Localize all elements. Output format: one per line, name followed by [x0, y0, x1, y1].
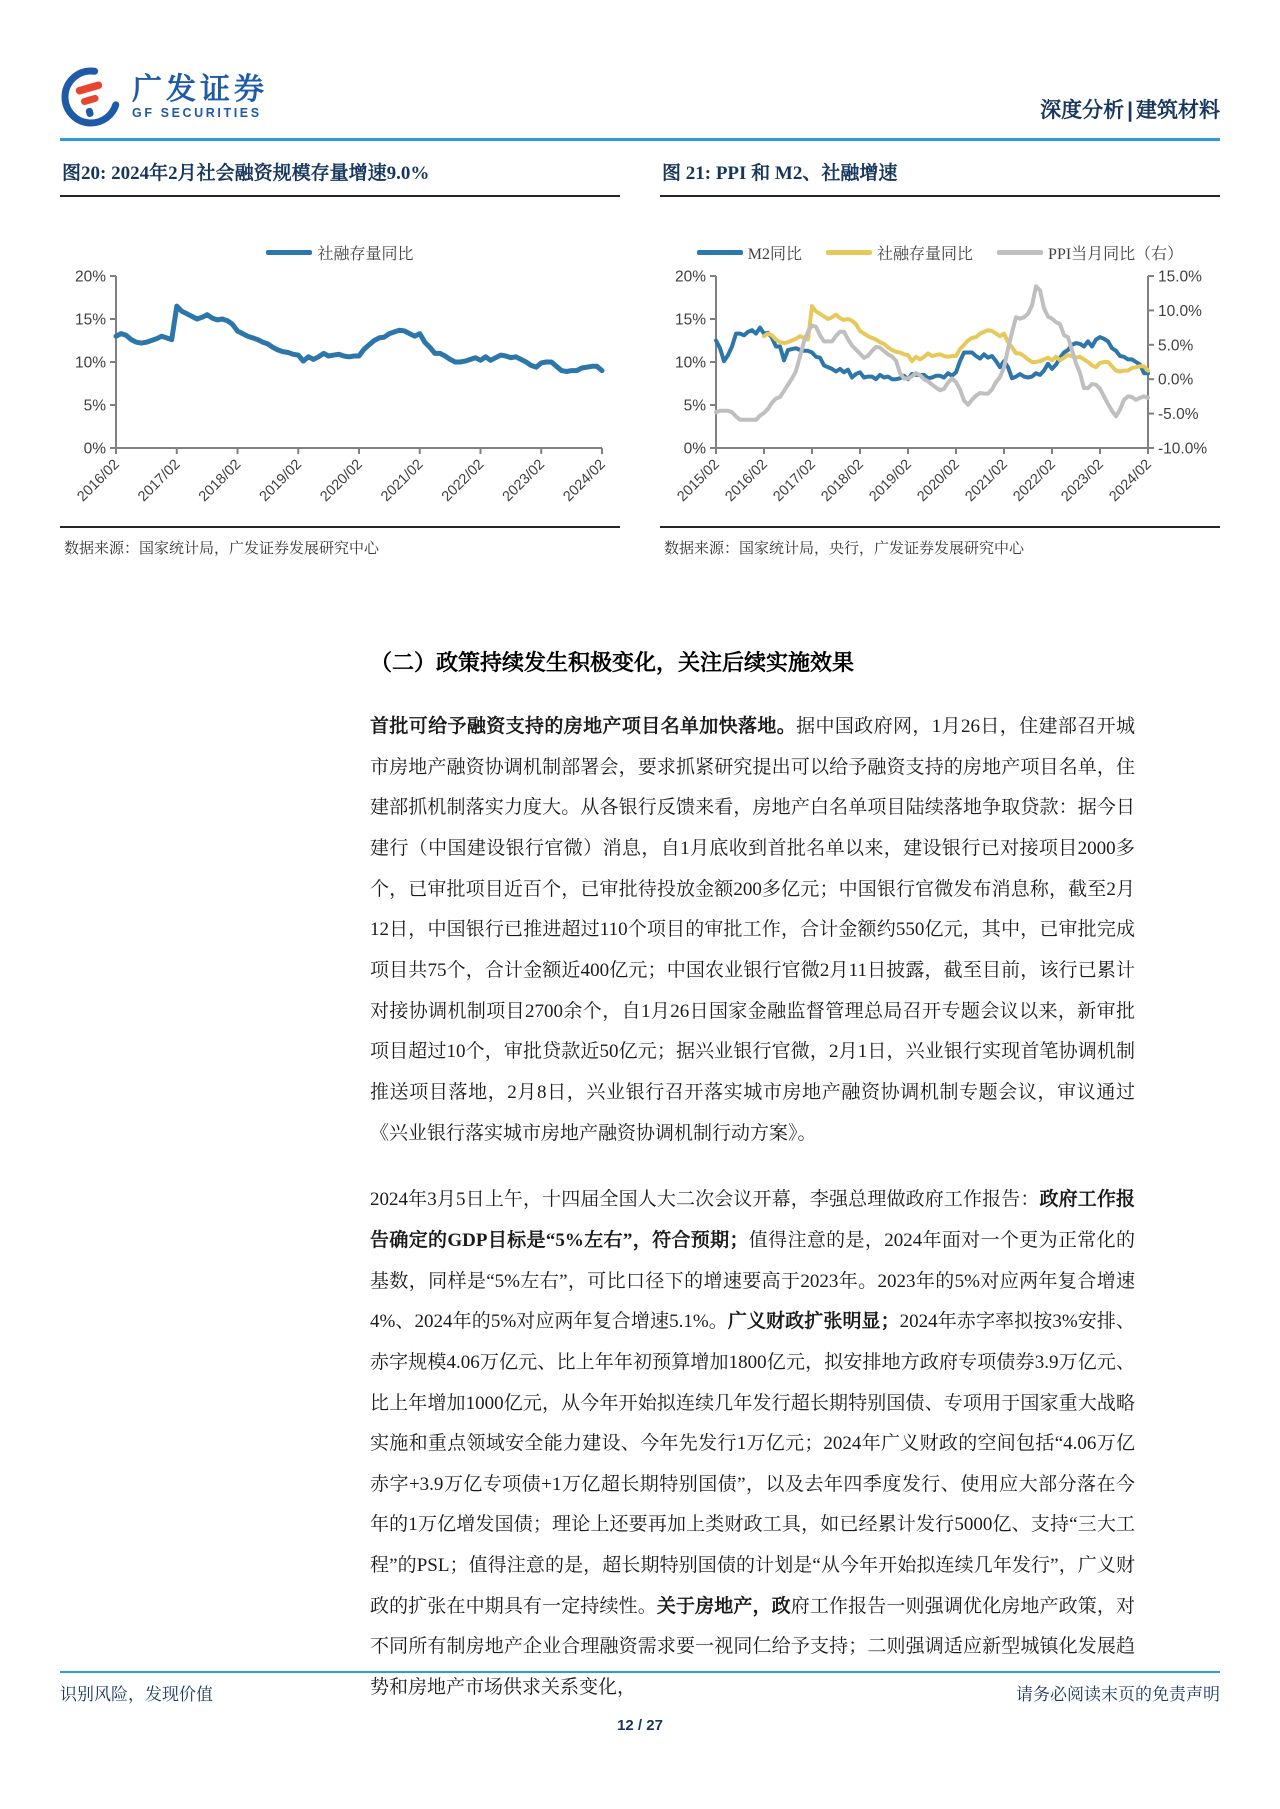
svg-text:10.0%: 10.0%: [1158, 302, 1202, 320]
svg-text:2024/02: 2024/02: [560, 456, 609, 505]
footer-slogan: 识别风险，发现价值: [60, 1685, 213, 1704]
figure-20-chart: [60, 241, 620, 522]
svg-text:2018/02: 2018/02: [818, 456, 867, 505]
header-divider: [60, 138, 1220, 141]
svg-text:0%: 0%: [83, 440, 106, 458]
body-content: [370, 646, 1135, 1709]
figure-20-title: 图20: 2024年2月社会融资规模存量增速9.0%: [60, 155, 620, 197]
legend-item: PPI当月同比（右）: [997, 241, 1183, 264]
legend-item: 社融存量同比: [826, 241, 973, 264]
svg-text:20%: 20%: [674, 270, 706, 286]
industry-label: 建筑材料: [1136, 99, 1220, 122]
svg-text:15%: 15%: [74, 311, 106, 329]
svg-text:2022/02: 2022/02: [438, 456, 488, 505]
legend-line-swatch: [997, 250, 1043, 255]
svg-text:2020/02: 2020/02: [317, 456, 366, 505]
brand-name-cn: 广发证券: [132, 73, 268, 107]
page-number: 12 / 27: [617, 1717, 663, 1734]
report-category: [1040, 94, 1220, 128]
svg-text:0.0%: 0.0%: [1158, 371, 1194, 389]
paragraph-1: 首批可给予融资支持的房地产项目名单加快落地。据中国政府网，1月26日，住建部召开城市房地产融资协调机制部署会，要求抓紧研究提出可以给予融资支持的房地产项目名单，住建部抓机制落实力度大。从各银行反馈来看，房地产白名单项目陆续落地争取贷款：据今日建行（中国建设银行官微）消息，自1月底收到首批名单以来，建设银行已对接项目2000多个，已审批项目近百个，已审批待投放金额200多亿元；中国银行官微发布消息称，截至2月12日，中国银行已推进超过110个项目的审批工作，合计金额约550亿元，其中，已审批完成项目共75个，合计金额近400亿元；中国农业银行官微2月11日披露，截至目前，该行已累计对接协调机制项目2700余个，自1月26日国家金融监督管理总局召开专题会议以来，新审批项目超过10个，审批贷款近50亿元；据兴业银行官微，2月1日，兴业银行实现首笔协调机制推送项目落地，2月8日，兴业银行召开落实城市房地产融资协调机制专题会议，审议通过《兴业银行落实城市房地产融资协调机制行动方案》。: [370, 716, 1135, 1144]
svg-text:2022/02: 2022/02: [1010, 456, 1059, 505]
svg-text:2017/02: 2017/02: [770, 456, 819, 505]
svg-text:2019/02: 2019/02: [256, 456, 306, 505]
svg-text:2021/02: 2021/02: [378, 456, 427, 505]
figure-20: [60, 147, 620, 558]
figure-21-chart: [660, 241, 1220, 522]
page-header: [0, 0, 1280, 138]
gf-securities-logo: [60, 66, 268, 128]
svg-text:15.0%: 15.0%: [1158, 270, 1202, 286]
svg-text:2019/02: 2019/02: [866, 456, 915, 505]
svg-text:5%: 5%: [683, 397, 706, 415]
figures-row: [60, 147, 1220, 558]
footer-disclaimer-note: 请务必阅读末页的免责声明: [1016, 1685, 1220, 1704]
svg-text:2020/02: 2020/02: [914, 456, 963, 505]
legend-line-swatch: [266, 250, 312, 255]
figure-21: [660, 147, 1220, 558]
gf-logo-icon: [60, 66, 122, 128]
svg-text:5%: 5%: [83, 397, 106, 415]
svg-text:-5.0%: -5.0%: [1158, 406, 1199, 424]
svg-text:10%: 10%: [74, 354, 106, 372]
svg-text:2024/02: 2024/02: [1106, 456, 1155, 505]
legend-line-swatch: [826, 250, 872, 255]
legend-item: 社融存量同比: [266, 241, 413, 264]
svg-text:2021/02: 2021/02: [962, 456, 1011, 505]
svg-text:2016/02: 2016/02: [722, 456, 771, 505]
svg-text:2016/02: 2016/02: [74, 456, 123, 505]
svg-text:2015/02: 2015/02: [674, 456, 723, 505]
figure-21-source: 数据来源：国家统计局，央行，广发证券发展研究中心: [660, 526, 1220, 558]
svg-text:2023/02: 2023/02: [1058, 456, 1107, 505]
doc-type-label: 深度分析: [1040, 99, 1125, 122]
svg-text:2018/02: 2018/02: [195, 456, 245, 505]
svg-text:2023/02: 2023/02: [499, 456, 549, 505]
chart-legend: [60, 241, 620, 264]
footer-divider: [60, 1671, 1220, 1673]
figure-21-title: 图 21: PPI 和 M2、社融增速: [660, 155, 1220, 197]
svg-text:-10.0%: -10.0%: [1158, 440, 1208, 458]
svg-text:5.0%: 5.0%: [1158, 337, 1194, 355]
svg-text:15%: 15%: [674, 311, 706, 329]
paragraph-2: 2024年3月5日上午，十四届全国人大二次会议开幕，李强总理做政府工作报告：政府工作报告确定的GDP目标是“5%左右”，符合预期；值得注意的是，2024年面对一个更为正常化的基数，同样是“5%左右”，可比口径下的增速要高于2023年。2023年的5%对应两年复合增速4%、2024年的5%对应两年复合增速5.1%。广义财政扩张明显；2024年赤字率拟按3%安排、赤字规模4.06万亿元、比上年年初预算增加1800亿元，拟安排地方政府专项债券3.9万亿元、比上年增加1000亿元，从今年开始拟连续几年发行超长期特别国债、专项用于国家重大战略实施和重点领域安全能力建设、今年先发行1万亿元；2024年广义财政的空间包括“4.06万亿赤字+3.9万亿专项债+1万亿超长期特别国债”，以及去年四季度发行、使用应大部分落在今年的1万亿增发国债；理论上还要再加上类财政工具，如已经累计发行5000亿、支持“三大工程”的PSL；值得注意的是，超长期特别国债的计划是“从今年开始拟连续几年发行”，广义财政的扩张在中期具有一定持续性。关于房地产，政府工作报告一则强调优化房地产政策，对不同所有制房地产企业合理融资需求要一视同仁给予支持；二则强调适应新型城镇化发展趋势和房地产市场供求关系变化，: [370, 1189, 1135, 1699]
brand-name-en: GF SECURITIES: [132, 105, 262, 120]
legend-line-swatch: [697, 250, 743, 255]
svg-text:10%: 10%: [674, 354, 706, 372]
svg-text:2017/02: 2017/02: [135, 456, 184, 505]
category-separator: |: [1127, 99, 1133, 122]
legend-item: M2同比: [697, 241, 802, 264]
svg-text:0%: 0%: [683, 440, 706, 458]
figure-20-source: 数据来源：国家统计局，广发证券发展研究中心: [60, 526, 620, 558]
section-heading: （二）政策持续发生积极变化，关注后续实施效果: [370, 650, 855, 675]
svg-text:20%: 20%: [74, 270, 106, 286]
page-footer: [60, 1671, 1220, 1734]
chart-legend: [660, 241, 1220, 264]
